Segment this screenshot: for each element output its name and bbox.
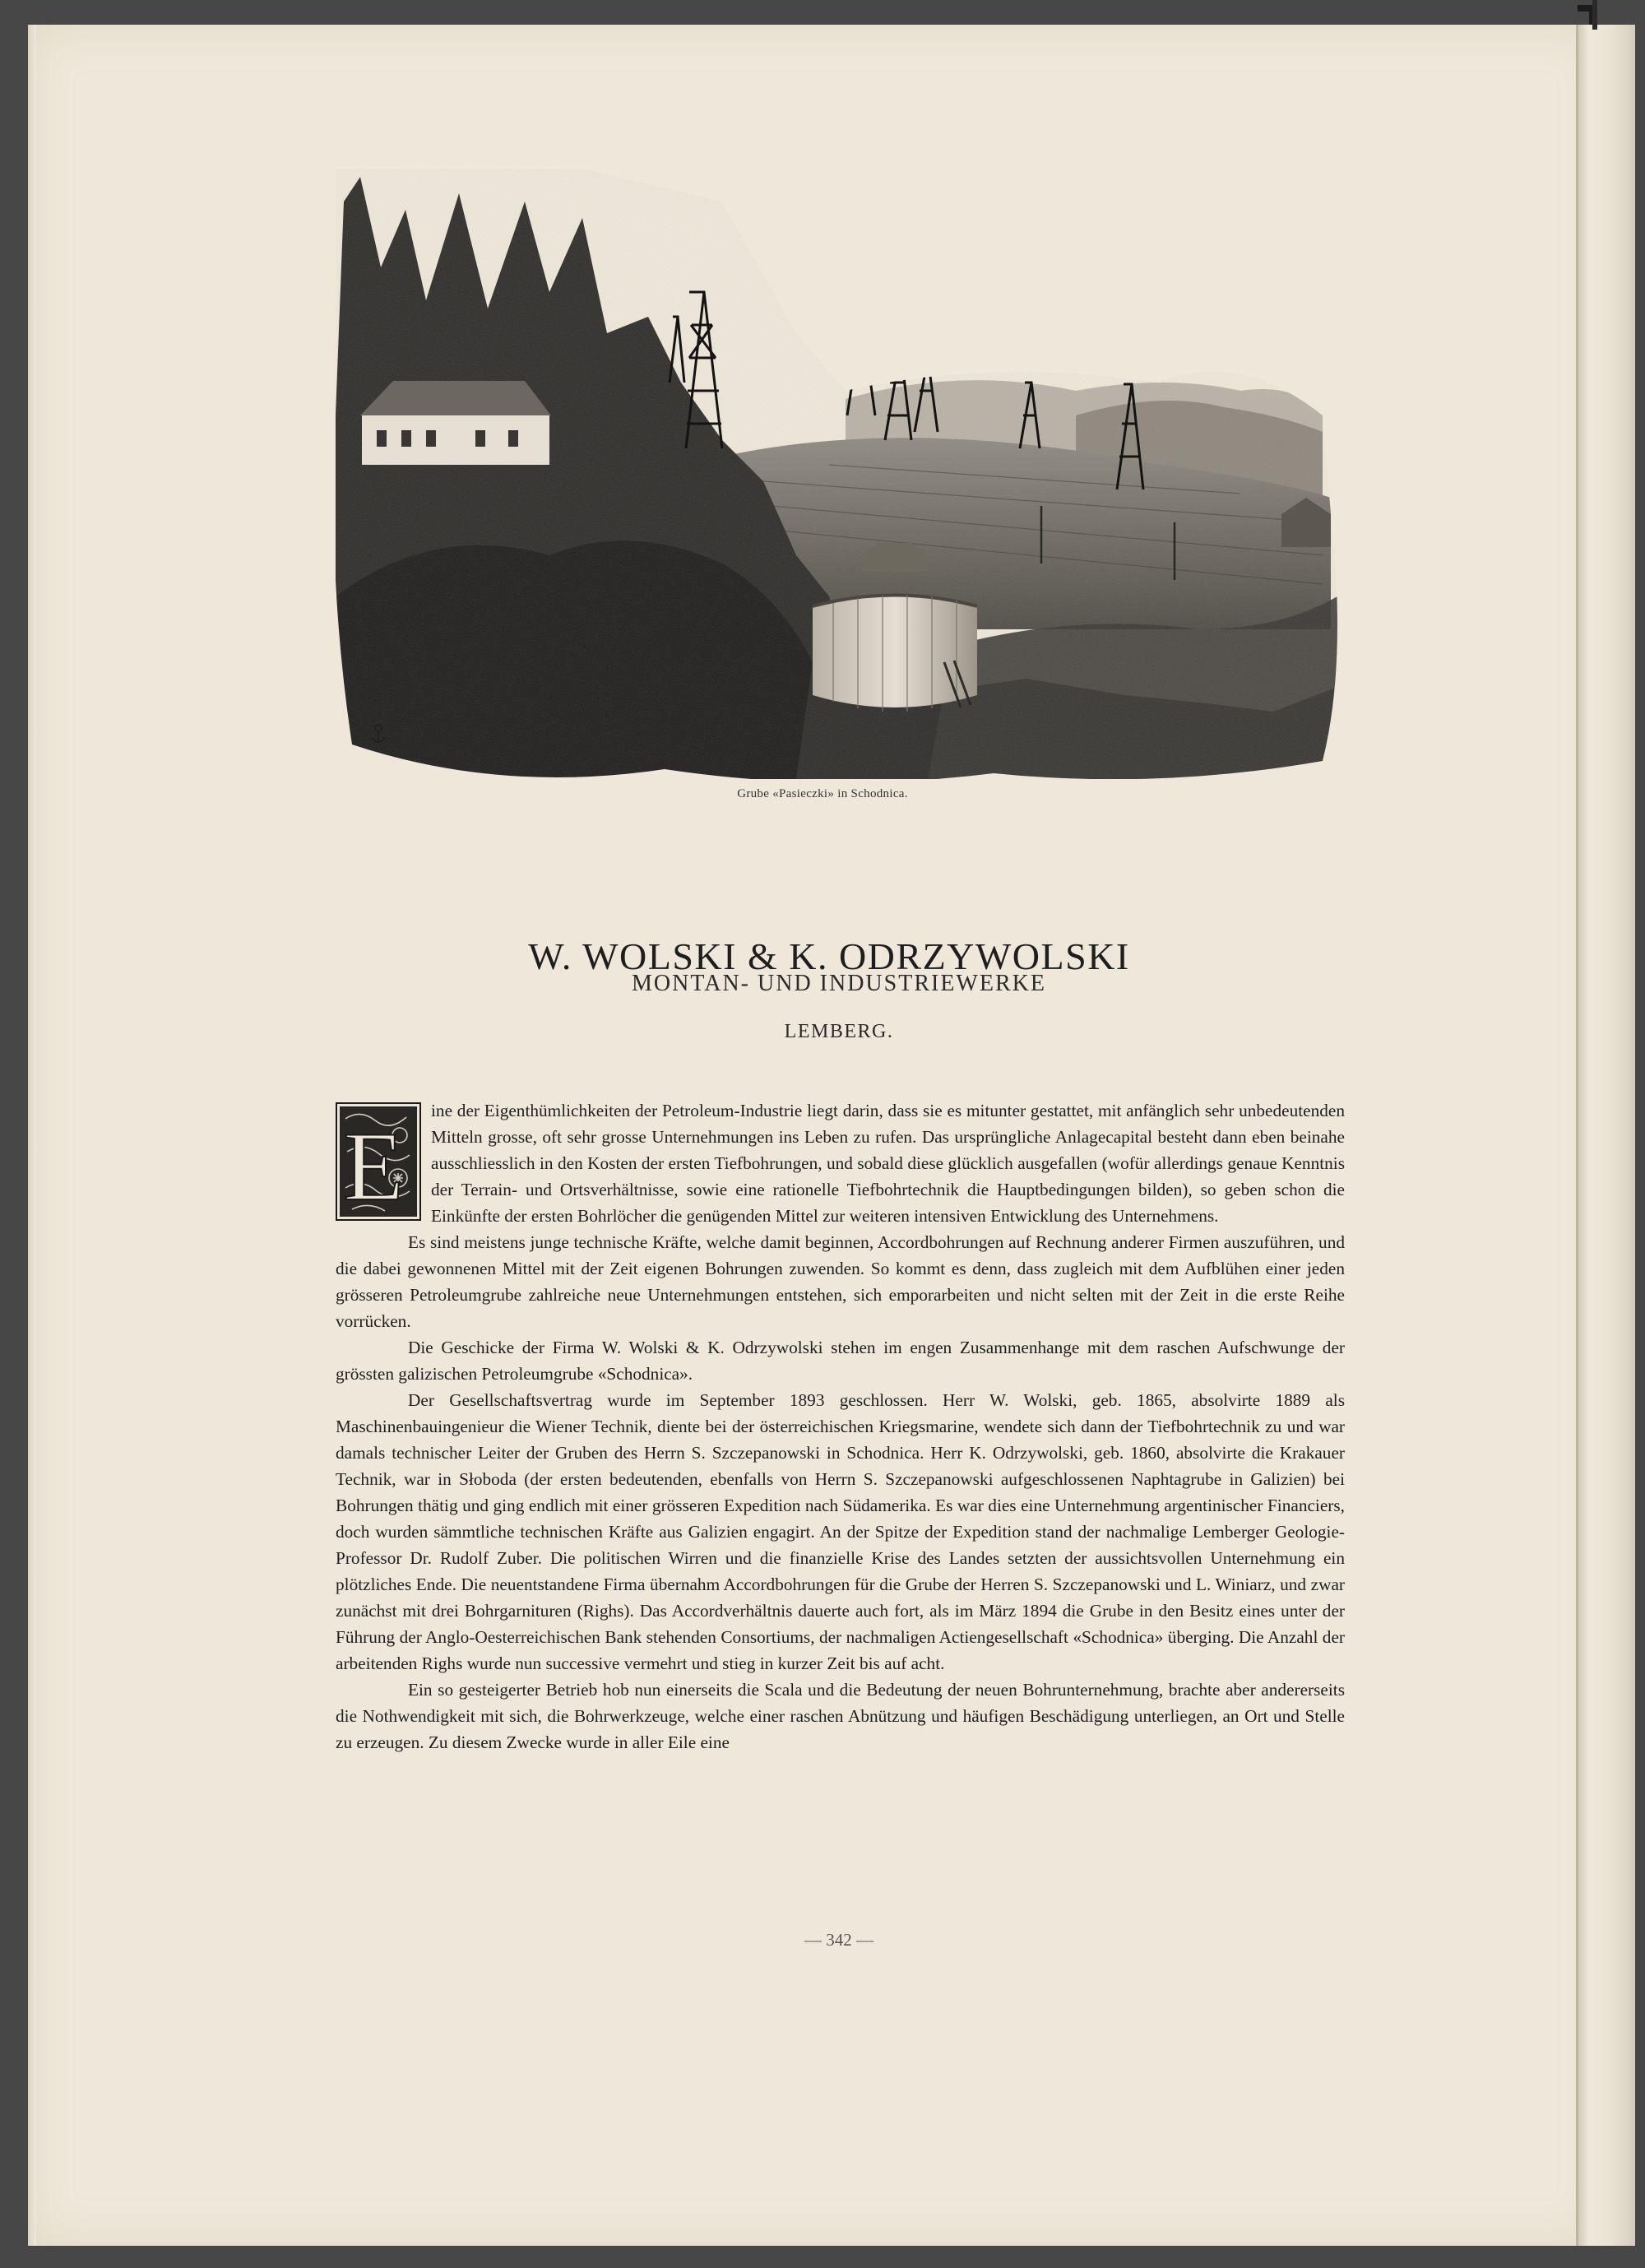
paragraph-2: Es sind meistens junge technische Kräfte, welche damit beginnen, Accordbohrungen auf Rechnung anderer Firmen auszuführen, und die dabei gewonnenen Mittel mit der Zeit eigenen Bohrungen zuwenden. So kommt es denn, dass zugleich mit dem Aufblühen einer jeden grösseren Petroleumgrube zahlreiche neue Unternehmungen entstehen, sich emporarbeiten und nicht selten mit der Zeit in die erste Reihe vorrücken.: [336, 1232, 1345, 1331]
article-body: [336, 1097, 1345, 1755]
ornamental-initial: [336, 1102, 421, 1221]
photo-caption: Grube «Pasieczki» in Schodnica.: [737, 787, 908, 800]
paragraph-4: Der Gesellschaftsvertrag wurde im September 1893 geschlossen. Herr W. Wolski, geb. 1865, absolvirte 1889 als Maschinenbauingenieur die Wiener Technik, diente bei der österreichischen Kriegsmarine, wendete sich dann der Tiefbohrtechnik zu und war damals technischer Leiter der Gruben des Herrn S. Szczepanowski in Schodnica. Herr K. Odrzywolski, geb. 1860, absolvirte die Krakauer Technik, war in Słoboda (der ersten bedeutenden, ebenfalls von Herrn S. Szczepanowski aufgeschlossenen Naphtagrube in Galizien) bei Bohrungen thätig und ging endlich mit einer grösseren Expedition nach Südamerika. Es war dies eine Unternehmung argentinischer Financiers, doch wurden sämmtliche technischen Kräfte aus Galizien engagirt. An der Spitze der Expedition stand der nachmalige Lemberger Geologie-Professor Dr. Rudolf Zuber. Die politischen Wirren und die finanzielle Krise des Landes setzten der aussichtsvollen Unternehmung ein plötzliches Ende. Die neuentstandene Firma übernahm Accordbohrungen für die Grube der Herren S. Szczepanowski und L. Winiarz, und zwar zunächst mit drei Bohrgarnituren (Righs). Das Accordverhältnis dauerte auch fort, als im März 1894 die Grube in den Besitz eines unter der Führung der Anglo-Oesterreichischen Bank stehenden Consortiums, der nachmaligen Actiengesellschaft «Schodnica» überging. Die Anzahl der arbeitenden Righs wurde nun successive vermehrt und stieg in kurzer Zeit bis auf acht.: [336, 1390, 1345, 1673]
page-gutter: [1576, 25, 1578, 2246]
page-number: — 342 —: [804, 1930, 873, 1950]
storage-tank: [813, 595, 977, 712]
house: [360, 381, 551, 465]
oil-field-photograph: [336, 169, 1337, 779]
corner-clip-icon: [1571, 0, 1604, 33]
company-title: W. WOLSKI & K. ODRZYWOLSKI: [528, 935, 1130, 977]
page-left-edge: [28, 25, 36, 2246]
paragraph-5: Ein so gesteigerter Betrieb hob nun einerseits die Scala und die Bedeutung der neuen Bohrunternehmung, brachte aber andererseits die Nothwendigkeit mit sich, die Bohrwerkzeuge, welche einer raschen Abnützung und häufigen Beschädigung unterliegen, an Ort und Stelle zu erzeugen. Zu diesem Zwecke wurde in aller Eile eine: [336, 1680, 1345, 1752]
company-subtitle: MONTAN- UND INDUSTRIEWERKE: [632, 971, 1046, 996]
paragraph-1: ine der Eigenthümlichkeiten der Petroleum-Industrie liegt darin, dass sie es mitunter gestattet, mit anfänglich sehr unbedeutenden Mitteln grosse, oft sehr grosse Unternehmungen ins Leben zu rufen. Das ursprüngliche Anlagecapital besteht dann eben beinahe ausschliesslich in den Kosten der ersten Tiefbohrungen, und sobald diese glücklich ausgefallen (wofür allerdings genaue Kenntnis der Terrain- und Ortsverhältnisse, sowie eine rationelle Tiefbohrtechnik die Hauptbedingungen bilden), so geben schon die Einkünfte der ersten Bohrlöcher die genügenden Mittel zur weiteren intensiven Entwicklung des Unternehmens.: [431, 1101, 1345, 1226]
company-city: LEMBERG.: [784, 1021, 894, 1042]
facing-page-edge: [1578, 25, 1635, 2246]
drop-initial-letter: E: [343, 1111, 404, 1221]
paragraph-3: Die Geschicke der Firma W. Wolski & K. Odrzywolski stehen im engen Zusammenhange mit dem raschen Aufschwunge der grössten galizischen Petroleumgrube «Schodnica».: [336, 1338, 1345, 1384]
